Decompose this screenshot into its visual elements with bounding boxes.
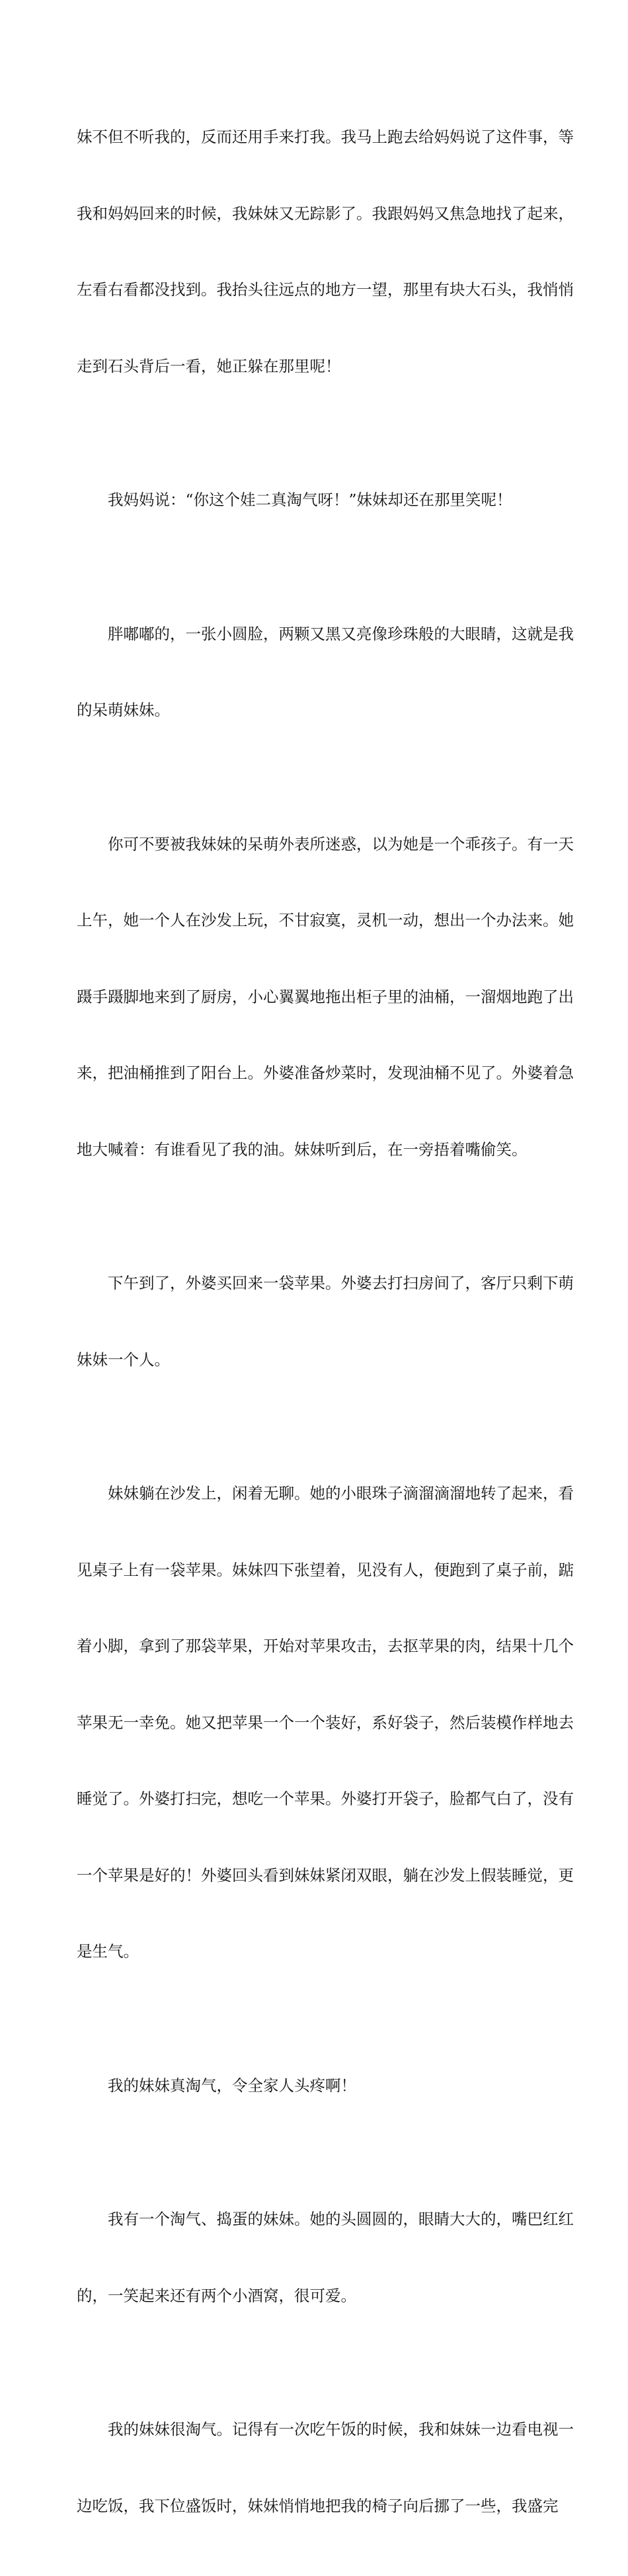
text-line: 你可不要被我妹妹的呆萌外表所迷惑，以为她是一个乖孩子。有一天: [77, 834, 574, 853]
text-line: 胖嘟嘟的，一张小圆脸，两颗又黑又亮像珍珠般的大眼睛，这就是我: [77, 624, 574, 643]
text-line: 我的妹妹真淘气，令全家人头疼啊！: [77, 2076, 356, 2095]
text-line: 着小脚，拿到了那袋苹果，开始对苹果攻击，去抠苹果的肉，结果十几个: [77, 1637, 574, 1655]
text-line: 我有一个淘气、捣蛋的妹妹。她的头圆圆的，眼睛大大的，嘴巴红红: [77, 2210, 574, 2228]
text-line: 的，一笑起来还有两个小酒窝，很可爱。: [77, 2286, 356, 2305]
paragraph-7: [77, 2022, 551, 2150]
paragraph-1: [77, 73, 574, 430]
text-line: 来，把油桶推到了阳台上。外婆准备炒菜时，发现油桶不见了。外婆着急: [77, 1064, 574, 1082]
paragraph-3: [77, 570, 574, 774]
text-line: 我和妈妈回来的时候，我妹妹又无踪影了。我跟妈妈又焦急地找了起来，: [77, 204, 574, 223]
paragraph-5: [77, 1220, 574, 1423]
text-line: 上午，她一个人在沙发上玩，不甘寂寞，灵机一动，想出一个办法来。她: [77, 911, 574, 929]
text-line: 见桌子上有一袋苹果。妹妹四下张望着，见没有人，便跑到了桌子前，踮: [77, 1560, 574, 1579]
text-line: 妹妹躺在沙发上，闲着无聊。她的小眼珠子滴溜滴溜地转了起来，看: [77, 1484, 574, 1503]
text-line: 一个苹果是好的！外婆回头看到妹妹紧闭双眼，躺在沙发上假装睡觉，更: [77, 1865, 574, 1885]
text-line: 是生气。: [77, 1942, 139, 1961]
paragraph-9: [77, 2366, 574, 2569]
text-line: 我的妹妹很淘气。记得有一次吃午饭的时候，我和妹妹一边看电视一: [77, 2420, 574, 2439]
paragraph-6: [77, 1430, 574, 2015]
text-line: 睡觉了。外婆打扫完，想吃一个苹果。外婆打开袋子，脸都气白了，没有: [77, 1789, 574, 1808]
text-line: 左看右看都没找到。我抬头往远点的地方一望，那里有块大石头，我悄悄: [77, 280, 574, 299]
document-body: [77, 73, 574, 2576]
text-line: 的呆萌妹妹。: [77, 701, 170, 719]
text-line: 我妈妈说：“你这个娃二真淘气呀！”妹妹却还在那里笑呢！: [77, 490, 512, 509]
text-line: 边吃饭，我下位盛饭时，妹妹悄悄地把我的椅子向后挪了一些，我盛完: [77, 2496, 559, 2515]
text-line: 蹑手蹑脚地来到了厨房，小心翼翼地拖出柜子里的油桶，一溜烟地跑了出: [77, 987, 574, 1006]
text-line: 妹不但不听我的，反而还用手来打我。我马上跑去给妈妈说了这件事，等: [77, 128, 574, 146]
text-line: 下午到了，外婆买回来一袋苹果。外婆去打扫房间了，客厅只剩下萌: [77, 1274, 574, 1292]
text-line: 妹妹一个人。: [77, 1350, 170, 1369]
text-line: 苹果无一幸免。她又把苹果一个一个装好，系好袋子，然后装模作样地去: [77, 1713, 574, 1732]
text-line: 走到石头背后一看，她正躲在那里呢！: [77, 356, 341, 375]
paragraph-4: [77, 781, 574, 1214]
text-line: 地大喊着：有谁看见了我的油。妹妹听到后，在一旁捂着嘴偷笑。: [77, 1140, 528, 1159]
paragraph-2: [77, 436, 551, 564]
paragraph-8: [77, 2156, 574, 2359]
